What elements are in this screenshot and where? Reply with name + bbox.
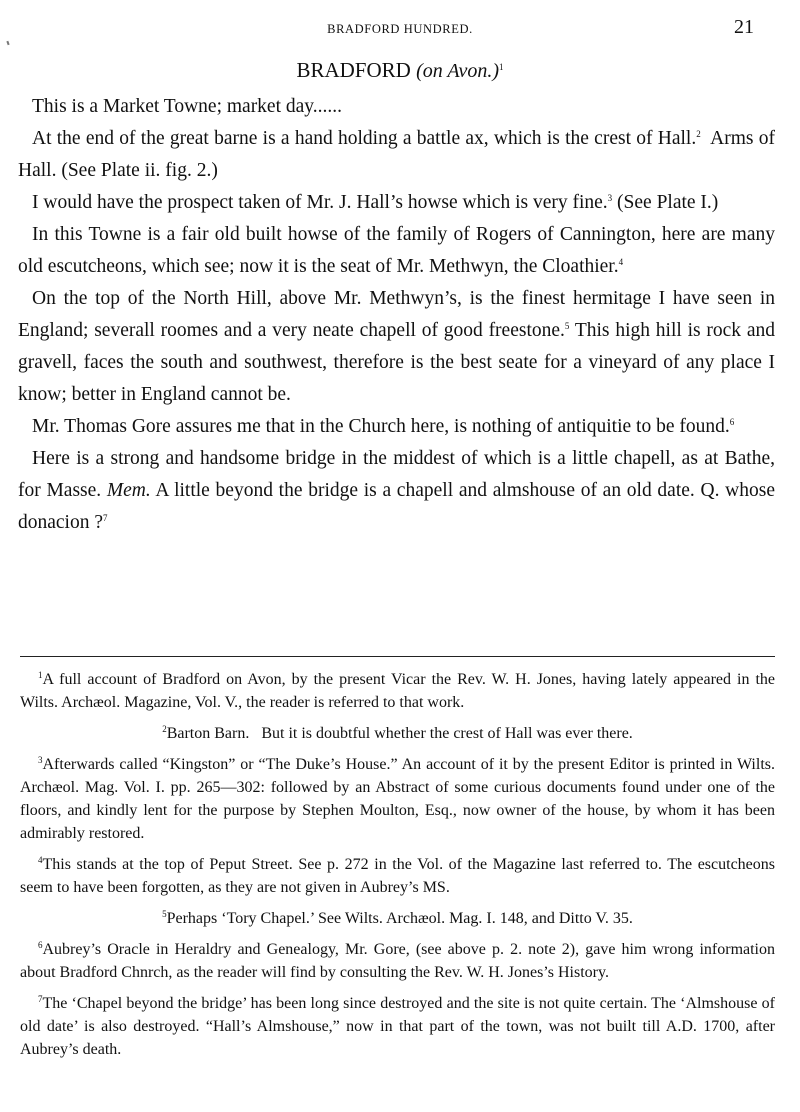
title-italic: (on Avon.) [416,60,500,82]
paragraph-text: (See Plate I.) [612,192,719,213]
paragraph [18,219,775,283]
footnote-text: This stands at the top of Peput Street. See p. 272 in the Vol. of the Magazine last referred to. The escutcheons seem to have been forgotten, as they are not given in Aubrey’s MS. [20,856,775,896]
footnote-text: Barton Barn. But it is doubtful whether the crest of Hall was ever there. [166,725,633,742]
paragraph-text: In this Towne is a fair old built howse of the family of Rogers of Cannington, here are many old escutcheons, which see; now it is the seat of Mr. Methwyn, the Cloathier. [18,224,775,277]
scan-speck [6,41,9,45]
paragraph-text: Mr. Thomas Gore assures me that in the Church here, is nothing of antiquitie to be found. [32,416,730,437]
footnote-text: Afterwards called “Kingston” or “The Duke’s House.” An account of it by the present Editor is printed in Wilts. Archæol. Mag. Vol. I. pp. 265—302: followed by an Abstract of some curious documents found under one of the floors, and kindly lent for the purpose by Stephen Moulton, Esq., now owner of the house, by whom it has been admirably restored. [20,756,775,842]
paragraph [18,123,780,187]
paragraph-text: Here is a strong and handsome bridge in the middest of which is a little chapell, as at Bathe, for Masse. [18,448,775,501]
footnote-ref[interactable]: 2 [696,129,701,139]
footnote-text: Perhaps ‘Tory Chapel.’ See Wilts. Archæol. Mag. I. 148, and Ditto V. 35. [166,910,633,927]
paragraph-text: A little beyond the bridge is a chapell and almshouse of an old date. Q. whose donacion ? [18,480,775,533]
paragraph-text: At the end of the great barne is a hand holding a battle ax, which is the crest of Hall. [32,128,697,149]
footnote-ref[interactable]: 7 [103,513,108,523]
main-text [18,91,780,539]
footnote-2 [20,722,775,745]
footnote-6 [20,938,775,984]
section-title [0,58,800,83]
paragraph-text: On the top of the North Hill, above Mr. Methwyn’s, is the finest hermitage I have seen in England; severall roomes and a very neate chapell of good freestone. [18,288,775,341]
footnote-number: 2 [162,724,167,734]
paragraph-text: I would have the prospect taken of Mr. J. Hall’s howse which is very fine. [32,192,608,213]
paragraph [18,187,775,219]
footnote-3 [20,753,775,845]
footnote-1 [20,668,775,714]
footnote-number: 1 [38,670,43,680]
footnote-number: 4 [38,855,43,865]
footnote-number: 7 [38,994,43,1004]
paragraph-text: This is a Market Towne; market day...... [32,96,343,117]
footnote-ref[interactable]: 3 [607,193,613,203]
footnote-number: 3 [38,755,43,765]
footnote-ref[interactable]: 1 [499,62,504,72]
footnotes [20,668,775,1069]
footnote-text: A full account of Bradford on Avon, by the present Vicar the Rev. W. H. Jones, having lately appeared in the Wilts. Archæol. Magazine, Vol. V., the reader is referred to that work. [20,671,775,711]
footnote-ref[interactable]: 4 [618,257,624,267]
paragraph [18,411,775,443]
paragraph [18,283,775,411]
memorandum-italic: Mem. [106,480,151,501]
footnote-divider [20,656,775,657]
footnote-4 [20,853,775,899]
paragraph-text: This high hill is rock and gravell, faces the south and southwest, therefore is the best seate for a vineyard of any place I know; better in England cannot be. [18,320,775,405]
title-main: BRADFORD [296,58,411,82]
running-head: BRADFORD HUNDRED. [327,22,473,36]
paragraph-text: Arms of Hall. (See Plate ii. fig. 2.) [18,128,780,181]
footnote-number: 5 [162,909,167,919]
paragraph [18,443,775,539]
footnote-number: 6 [38,940,43,950]
footnote-7 [20,992,775,1061]
paragraph [18,91,775,123]
footnote-text: The ‘Chapel beyond the bridge’ has been long since destroyed and the site is not quite certain. The ‘Almshouse of old date’ is also destroyed. “Hall’s Almshouse,” now in that part of the town, was not built till A.D. 1700, after Aubrey’s death. [20,995,775,1058]
footnote-5 [20,907,775,930]
page-number: 21 [734,16,754,38]
footnote-ref[interactable]: 5 [564,321,570,331]
footnote-ref[interactable]: 6 [729,417,735,427]
footnote-text: Aubrey’s Oracle in Heraldry and Genealogy, Mr. Gore, (see above p. 2. note 2), gave him wrong information about Bradford Chnrch, as the reader will find by consulting the Rev. W. H. Jones’s History. [20,941,775,981]
